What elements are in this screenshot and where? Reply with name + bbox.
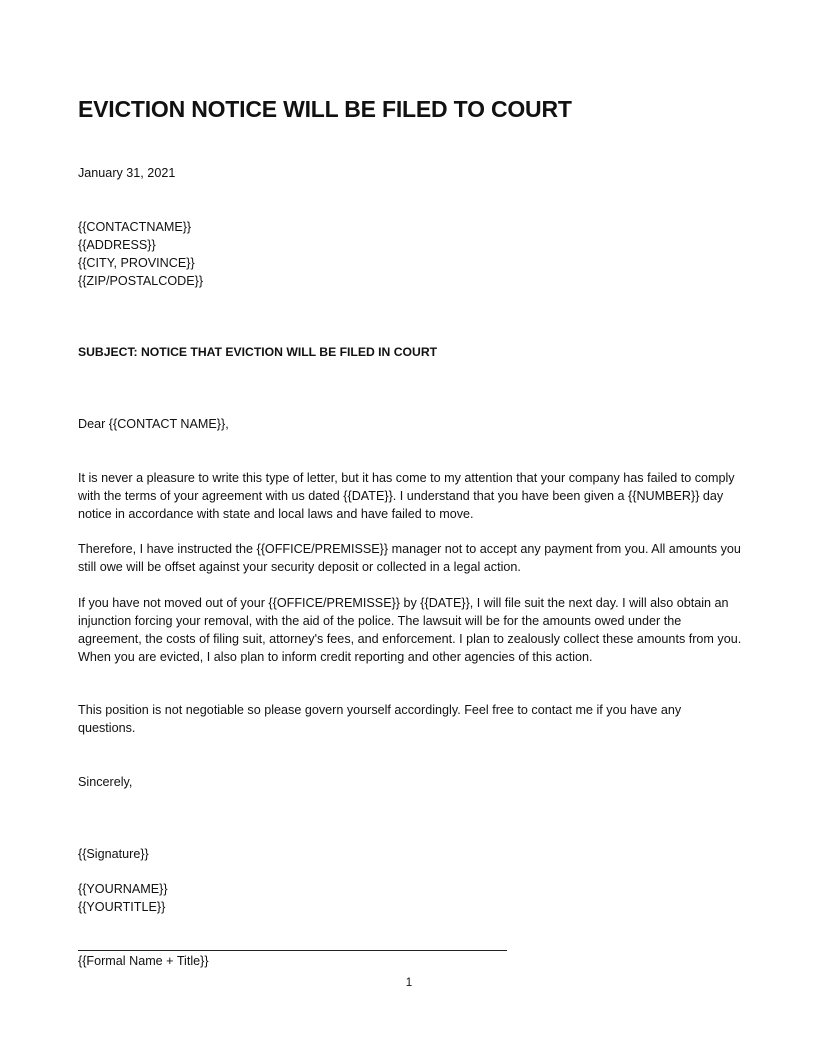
signature-placeholder: {{Signature}} xyxy=(78,847,149,861)
document-title: EVICTION NOTICE WILL BE FILED TO COURT xyxy=(78,96,572,122)
sender-title: {{YOURTITLE}} xyxy=(78,900,166,914)
page-number: 1 xyxy=(405,977,413,989)
salutation: Dear {{CONTACT NAME}}, xyxy=(78,417,229,431)
letter-date: January 31, 2021 xyxy=(78,166,176,180)
recipient-address: {{ADDRESS}} xyxy=(78,238,156,252)
signature-rule xyxy=(78,950,507,951)
body-paragraph: This position is not negotiable so please govern yourself accordingly. Feel free to contact me if you have any questions. xyxy=(78,703,682,735)
subject-line: SUBJECT: NOTICE THAT EVICTION WILL BE FILED IN COURT xyxy=(78,345,438,359)
closing: Sincerely, xyxy=(78,775,133,789)
sender-name: {{YOURNAME}} xyxy=(78,882,168,896)
body-paragraph: Therefore, I have instructed the {{OFFICE/PREMISSE}} manager not to accept any payment from you. All amounts you still owe will be offset against your security deposit or collected in a legal action. xyxy=(78,542,741,574)
formal-name-title: {{Formal Name + Title}} xyxy=(78,954,209,968)
recipient-zip: {{ZIP/POSTALCODE}} xyxy=(78,274,204,288)
body-paragraph: It is never a pleasure to write this type of letter, but it has come to my attention that your company has failed to comply with the terms of your agreement with us dated {{DATE}}. I understand that you have been given a {{NUMBER}} day notice in accordance with state and local laws and have failed to move. xyxy=(78,471,735,521)
recipient-city: {{CITY, PROVINCE}} xyxy=(78,256,195,270)
body-paragraph: If you have not moved out of your {{OFFICE/PREMISSE}} by {{DATE}}, I will file suit the next day. I will also obtain an injunction forcing your removal, with the aid of the police. The lawsuit will be for the amounts owed under the agreement, the costs of filing suit, attorney's fees, and enforcement. I plan to zealously collect these amounts from you. When you are evicted, I also plan to inform credit reporting and other agencies of this action. xyxy=(78,596,742,664)
recipient-name: {{CONTACTNAME}} xyxy=(78,220,192,234)
